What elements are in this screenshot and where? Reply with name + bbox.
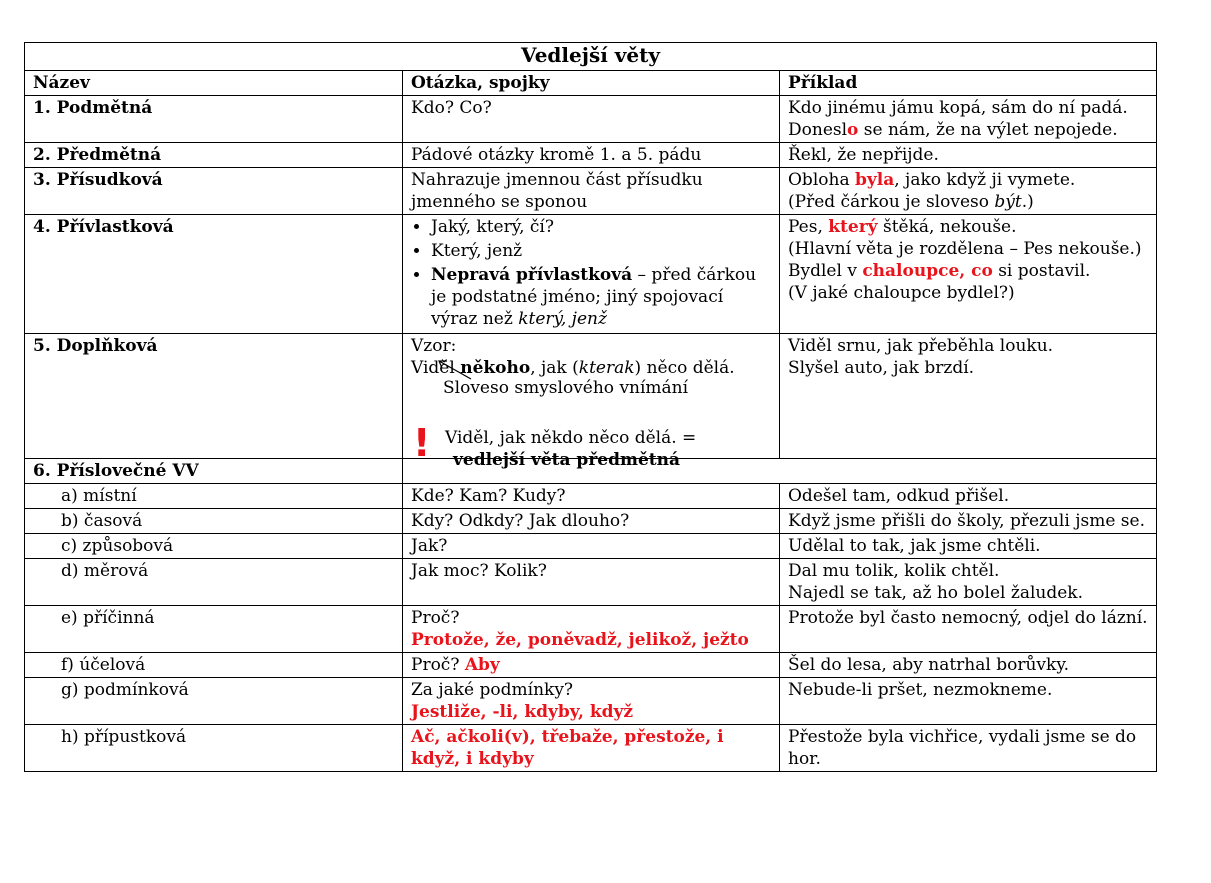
example-line: [788, 169, 1148, 191]
table-title: Vedlejší věty: [25, 43, 1157, 71]
table-row: [25, 509, 1157, 534]
bullet-item: • Jaký, který, čí?: [431, 216, 771, 238]
clause-example: Když jsme přišli do školy, přezuli jsme se.: [780, 509, 1157, 534]
example-text: Obloha: [788, 170, 855, 190]
clause-example: [780, 168, 1157, 215]
question-line: Proč?: [411, 655, 465, 675]
clause-subtype: d) měrová: [25, 559, 403, 606]
clause-example: Šel do lesa, aby natrhal borůvky.: [780, 653, 1157, 678]
table-row: [25, 484, 1157, 509]
header-question: Otázka, spojky: [403, 71, 780, 96]
question-line: Za jaké podmínky?: [411, 680, 574, 700]
clause-question: Kdy? Odkdy? Jak dlouho?: [403, 509, 780, 534]
clause-subtype: e) příčinná: [25, 606, 403, 653]
table-row: [25, 653, 1157, 678]
example-text: si postavil.: [992, 261, 1091, 281]
bullet-item: • Který, jenž: [431, 240, 771, 262]
conjunction-list: Jestliže, -li, kdyby, když: [411, 702, 634, 722]
clause-name: 4. Přívlastková: [25, 215, 403, 334]
clause-example: Nebude-li pršet, nezmokneme.: [780, 678, 1157, 725]
vzor-label: Vzor:: [411, 336, 457, 356]
clause-question: Kdo? Co?: [403, 96, 780, 143]
conjunction-list: Ač, ačkoli(v), třebaže, přestože, i když, i kdyby: [403, 725, 780, 772]
clause-question: [403, 653, 780, 678]
clause-example: Přestože byla vichřice, vydali jsme se do hor.: [780, 725, 1157, 772]
table-row: [25, 168, 1157, 215]
example-text: , jak (: [530, 358, 579, 378]
example-line: Najedl se tak, až ho bolel žaludek.: [788, 583, 1083, 603]
clause-example: [780, 215, 1157, 334]
example-text: Donesl: [788, 120, 848, 140]
table-row: [25, 215, 1157, 334]
example-line: [788, 260, 1148, 282]
clause-question: Nahrazuje jmennou část přísudku jmenného se sponou: [403, 168, 780, 215]
example-text: štěká, nekouše.: [877, 217, 1017, 237]
bullet-item: [431, 264, 771, 330]
header-example: Příklad: [780, 71, 1157, 96]
clause-question: [403, 606, 780, 653]
example-line: Viděl srnu, jak přeběhla louku.: [788, 336, 1054, 356]
table-row: [25, 143, 1157, 168]
example-line: [788, 216, 1148, 238]
conjunction-list: Aby: [464, 655, 500, 675]
header-name: Název: [25, 71, 403, 96]
clause-subtype: c) způsobová: [25, 534, 403, 559]
clause-question: [403, 678, 780, 725]
clause-subtype: b) časová: [25, 509, 403, 534]
bullet-list: [411, 216, 771, 330]
table-row: [25, 96, 1157, 143]
clause-subtype: h) přípustková: [25, 725, 403, 772]
highlight-text: který: [828, 217, 878, 237]
doplnkova-diagram: [411, 335, 771, 470]
example-text: Viděl: [411, 358, 461, 378]
example-line: [788, 119, 1148, 141]
clause-example: Udělal to tak, jak jsme chtěli.: [780, 534, 1157, 559]
bullet-text: – před čárkou je podstatné jméno; jiný spojovací výraz než: [431, 265, 757, 329]
example-line: (Hlavní věta je rozdělena – Pes nekouše.): [788, 239, 1142, 259]
clause-example: [780, 334, 1157, 459]
sense-verb-label: Sloveso smyslového vnímání: [443, 378, 689, 398]
table-row: [25, 334, 1157, 459]
clause-example: Řekl, že nepřijde.: [780, 143, 1157, 168]
clause-question: [403, 334, 780, 470]
highlight-text: chaloupce, co: [862, 261, 993, 281]
warning-note: Viděl, jak někdo něco dělá. =: [445, 428, 697, 448]
italic-text: být: [994, 192, 1022, 212]
conjunction-list: Protože, že, poněvadž, jelikož, ježto: [411, 630, 749, 650]
example-line: Kdo jinému jámu kopá, sám do ní padá.: [788, 98, 1128, 118]
clause-subtype: a) místní: [25, 484, 403, 509]
clause-example: [780, 559, 1157, 606]
question-line: Proč?: [411, 608, 460, 628]
example-line: Dal mu tolik, kolik chtěl.: [788, 561, 1000, 581]
example-text: Pes,: [788, 217, 829, 237]
table-row: [25, 678, 1157, 725]
highlight-text: byla: [854, 170, 895, 190]
clause-name: 2. Předmětná: [25, 143, 403, 168]
bold-text: Nepravá přívlastková: [431, 265, 633, 285]
exclamation-icon: !: [413, 421, 431, 465]
example-text: Bydlel v: [788, 261, 863, 281]
table-row: [25, 559, 1157, 606]
clause-question: Jak moc? Kolik?: [403, 559, 780, 606]
clause-subtype: f) účelová: [25, 653, 403, 678]
clause-question: Kde? Kam? Kudy?: [403, 484, 780, 509]
example-text: , jako když ji vymete.: [894, 170, 1076, 190]
italic-text: který, jenž: [518, 309, 607, 329]
table-row: [25, 534, 1157, 559]
warning-note-bold: vedlejší věta předmětná: [453, 450, 681, 470]
clause-name: 1. Podmětná: [25, 96, 403, 143]
table-row: [25, 725, 1157, 772]
clause-question: [403, 215, 780, 334]
example-text: .): [1021, 192, 1034, 212]
clause-name: 5. Doplňková: [25, 334, 403, 459]
clause-name: 3. Přísudková: [25, 168, 403, 215]
clause-question: Jak?: [403, 534, 780, 559]
example-line: (V jaké chaloupce bydlel?): [788, 283, 1015, 303]
clause-example: Protože byl často nemocný, odjel do lázní.: [780, 606, 1157, 653]
clause-example: Odešel tam, odkud přišel.: [780, 484, 1157, 509]
clause-example: [780, 96, 1157, 143]
example-text: (Před čárkou je sloveso: [788, 192, 995, 212]
italic-text: kterak: [578, 358, 635, 378]
subordinate-clauses-table: [24, 42, 1157, 772]
example-line: [788, 191, 1148, 213]
clause-name: 6. Příslovečné VV: [25, 459, 403, 484]
title-row: [25, 43, 1157, 71]
example-line: Slyšel auto, jak brzdí.: [788, 358, 975, 378]
clause-subtype: g) podmínková: [25, 678, 403, 725]
example-text: ) něco dělá.: [634, 358, 735, 378]
highlight-text: o: [847, 120, 859, 140]
table-row: [25, 606, 1157, 653]
clause-question: Pádové otázky kromě 1. a 5. pádu: [403, 143, 780, 168]
header-row: [25, 71, 1157, 96]
bold-text: někoho: [460, 358, 531, 378]
example-text: se nám, že na výlet nepojede.: [858, 120, 1118, 140]
